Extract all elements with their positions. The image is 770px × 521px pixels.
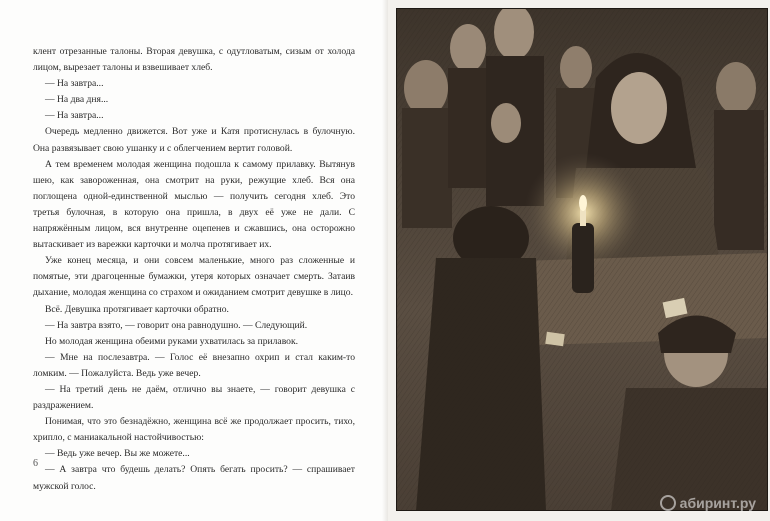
paragraph: — На завтра... — [45, 78, 104, 90]
watermark — [660, 495, 756, 511]
watermark-logo-icon — [660, 495, 676, 511]
paragraph: — На третий день не даём, отлично вы знаете, — говорит девушка с раздражением. — [33, 383, 355, 412]
paragraph: клент отрезанные талоны. Вторая девушка, с одутловатым, сизым от холода лицом, вырезает талоны и взвешивает хлеб. — [33, 46, 355, 74]
watermark-text: абиринт.ру — [679, 495, 756, 511]
paragraph: Уже конец месяца, и они совсем маленькие, много раз сложенные и помятые, эти драгоценные бумажки, утеря которых означает смерть. Затаив дыхание, молодая женщина со страхом и ожиданием смотрит девушке в лицо. — [33, 255, 355, 299]
paragraph: — А завтра что будешь делать? Опять бегать просить? — спрашивает мужской голос. — [33, 464, 355, 492]
paragraph: — Мне на послезавтра. — Голос её внезапно охрип и стал каким-то ломким. — Пожалуйста. Ведь уже вечер. — [33, 351, 355, 379]
paragraph: — На завтра... — [45, 110, 104, 122]
page-number: 6 — [33, 458, 38, 469]
paragraph: — На завтра взято, — говорит она равнодушно. — Следующий. — [45, 319, 308, 331]
paragraph: А тем временем молодая женщина подошла к самому прилавку. Вытянув шею, как завороженная, она смотрит на руки, режущие хлеб. Вся она поглощена одной-единственной мыслью — получить сегодня хлеб. Это третья булочная, в которую она пришла, в двух её уже не дали. С напряжённым лицом, вся внутренне оцепенев и сжавшись, она осторожно вытаскивает из варежки карточки и молча протягивает их. — [33, 158, 355, 251]
paragraph: Но молодая женщина обеими руками ухватилась за прилавок. — [45, 335, 299, 347]
right-page — [388, 0, 770, 521]
paragraph: Всё. Девушка протягивает карточки обратно. — [45, 303, 229, 315]
paragraph: Очередь медленно движется. Вот уже и Катя протиснулась в булочную. Она развязывает свою ушанку и с облегчением вертит головой. — [33, 126, 355, 154]
paragraph: Понимая, что это безнадёжно, женщина всё же продолжает просить, тихо, хрипло, с маниакальной настойчивостью: — [33, 416, 355, 444]
body-text — [33, 44, 355, 495]
paragraph: — На два дня... — [45, 94, 109, 106]
illustration-bread-queue — [396, 8, 768, 511]
paragraph: — Ведь уже вечер. Вы же можете... — [45, 448, 190, 460]
